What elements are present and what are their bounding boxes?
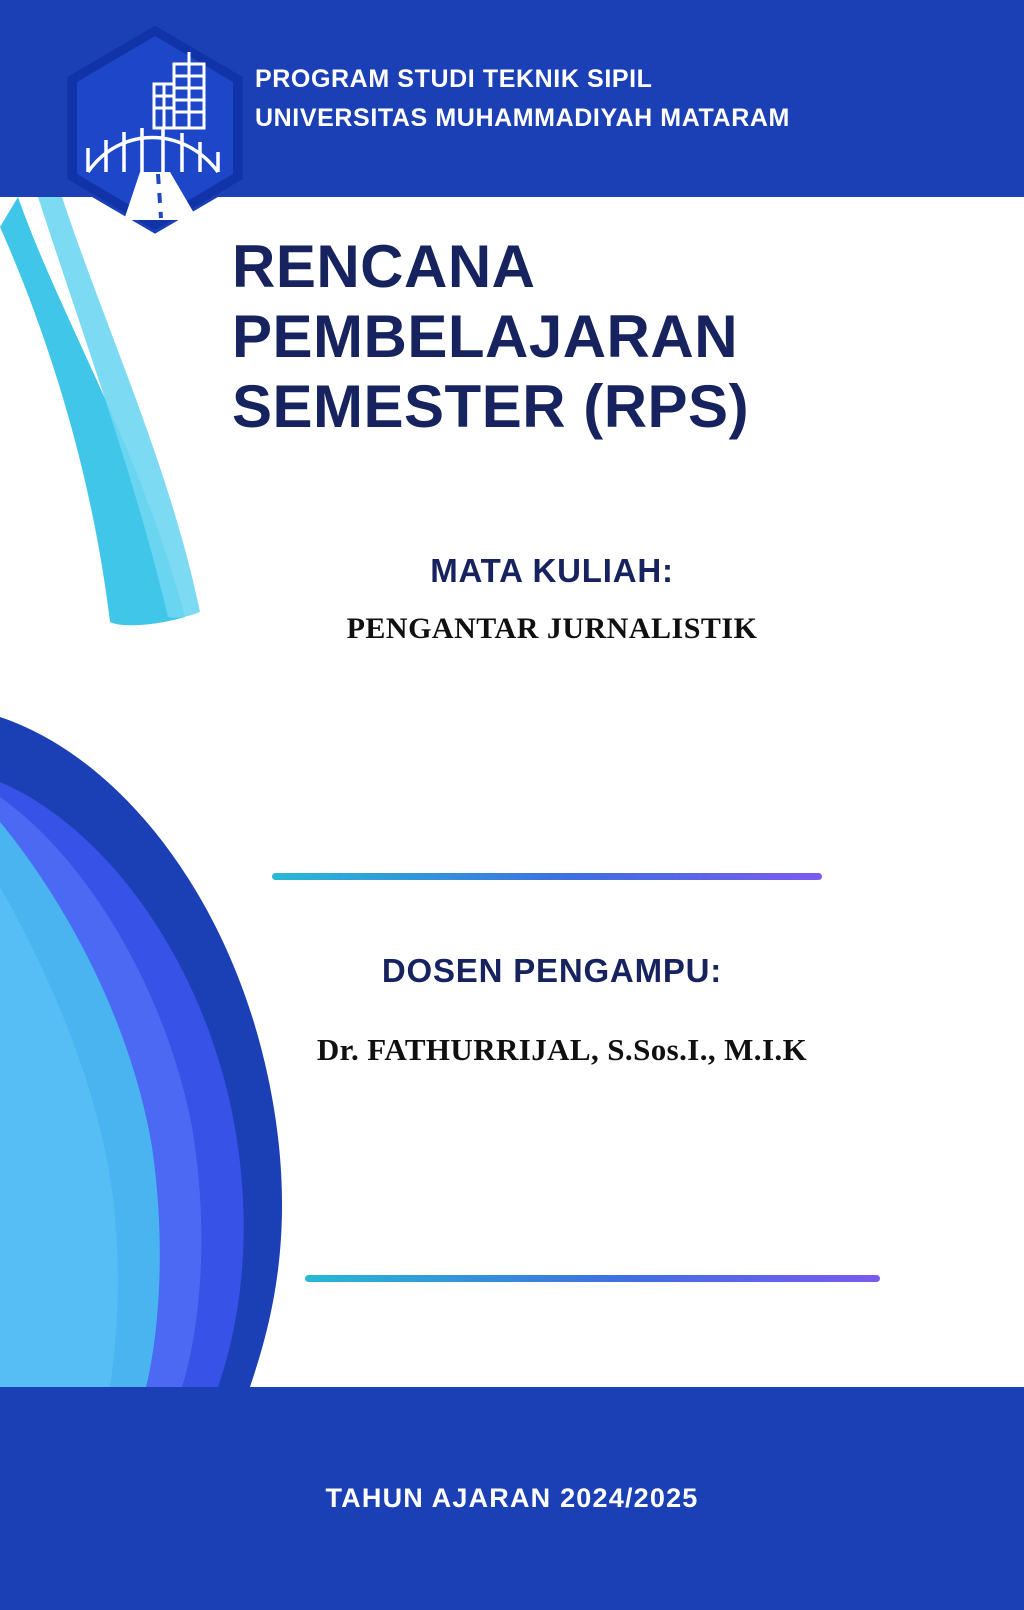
page-title: RENCANA PEMBELAJARAN SEMESTER (RPS) (232, 233, 750, 441)
divider-top (272, 873, 822, 880)
divider-bottom (305, 1275, 880, 1282)
program-name: PROGRAM STUDI TEKNIK SIPIL (255, 65, 653, 93)
university-logo (62, 22, 248, 234)
course-name: PENGANTAR JURNALISTIK (346, 612, 758, 645)
cover-sheet (0, 197, 1024, 1387)
course-label: MATA KULIAH: (430, 552, 674, 589)
lecturer-name: Dr. FATHURRIJAL, S.Sos.I., M.I.K (316, 1032, 808, 1067)
university-name: UNIVERSITAS MUHAMMADIYAH MATARAM (255, 103, 790, 132)
academic-year: TAHUN AJARAN 2024/2025 (325, 1483, 699, 1513)
footer-band (0, 1387, 1024, 1610)
institution-header (255, 60, 790, 138)
lecturer-label: DOSEN PENGAMPU: (381, 952, 723, 989)
hexagon-bridge-building-logo-icon (62, 22, 248, 234)
